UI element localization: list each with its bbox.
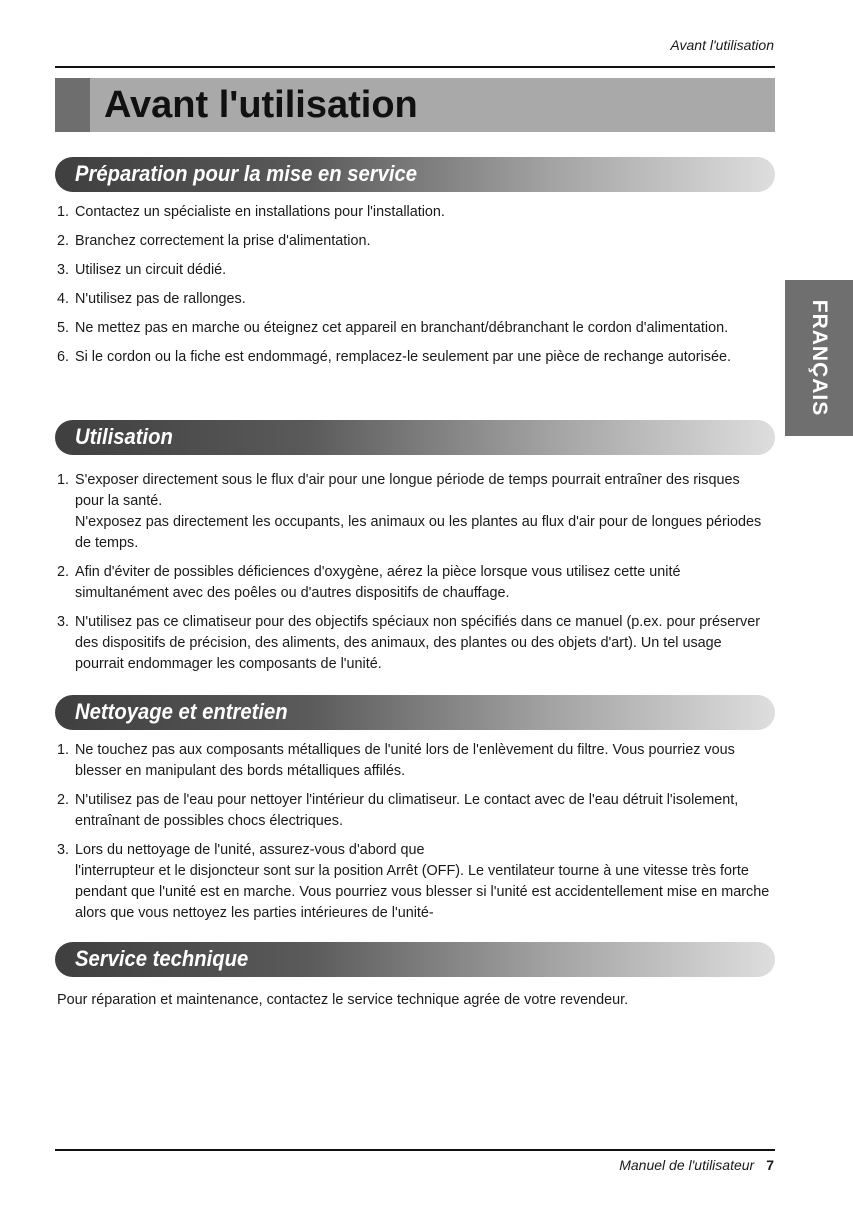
item-text: N'utilisez pas ce climatiseur pour des objectifs spéciaux non spécifiés dans ce manuel (p.ex. pour préserver des dispositifs de précision, des aliments, des animaux, des plantes ou des objets d'art). Un tel usage pourrait endommager les composants de l'unité. xyxy=(75,614,761,672)
list-item xyxy=(57,318,772,339)
list-item xyxy=(57,840,772,924)
service-text: Pour réparation et maintenance, contactez le service technique agrée de votre revendeur. xyxy=(57,992,629,1008)
title-accent-block xyxy=(55,78,90,132)
item-text: Afin d'éviter de possibles déficiences d'oxygène, aérez la pièce lorsque vous utilisez cette unité simultanément avec des poêles ou d'autres dispositifs de chauffage. xyxy=(75,564,681,601)
item-number: 1. xyxy=(57,204,70,220)
item-number: 3. xyxy=(57,614,70,630)
language-tab-label: FRANÇAIS xyxy=(808,299,831,417)
item-text: Ne mettez pas en marche ou éteignez cet appareil en branchant/débranchant le cordon d'alimentation. xyxy=(75,320,729,336)
section-heading-preparation xyxy=(55,157,775,192)
item-text: S'exposer directement sous le flux d'air pour une longue période de temps pourrait entraîner des risques pour la santé. xyxy=(75,472,740,509)
header-rule xyxy=(55,66,775,68)
item-text: Contactez un spécialiste en installations pour l'installation. xyxy=(75,204,445,220)
section-heading-service xyxy=(55,942,775,977)
list-item xyxy=(57,740,772,782)
item-text: Lors du nettoyage de l'unité, assurez-vous d'abord que xyxy=(75,842,425,858)
section-heading-label: Utilisation xyxy=(75,424,173,449)
list-item xyxy=(57,612,772,675)
item-number: 2. xyxy=(57,564,70,580)
section-heading-label: Préparation pour la mise en service xyxy=(75,161,417,186)
item-text: N'utilisez pas de rallonges. xyxy=(75,291,246,307)
page-footer xyxy=(619,1157,774,1173)
page-number: 7 xyxy=(766,1157,774,1173)
preparation-list xyxy=(57,202,772,376)
item-number: 5. xyxy=(57,320,70,336)
list-item xyxy=(57,470,772,554)
footer-rule xyxy=(55,1149,775,1151)
item-text: Ne touchez pas aux composants métalliques de l'unité lors de l'enlèvement du filtre. Vous pourriez vous blesser en manipulant des bords métalliques affilés. xyxy=(75,742,735,779)
item-number: 3. xyxy=(57,262,70,278)
running-header: Avant l'utilisation xyxy=(670,37,774,53)
cleaning-list xyxy=(57,740,772,932)
item-text: Branchez correctement la prise d'alimentation. xyxy=(75,233,371,249)
section-heading-cleaning xyxy=(55,695,775,730)
item-number: 6. xyxy=(57,349,70,365)
section-heading-label: Nettoyage et entretien xyxy=(75,699,288,724)
item-number: 3. xyxy=(57,842,70,858)
item-number: 4. xyxy=(57,291,70,307)
page-title: Avant l'utilisation xyxy=(104,84,418,126)
item-number: 1. xyxy=(57,742,70,758)
item-text: N'exposez pas directement les occupants, les animaux ou les plantes au flux d'air pour de longues périodes de temps. xyxy=(75,514,762,551)
item-number: 1. xyxy=(57,472,70,488)
language-tab xyxy=(785,280,853,436)
section-heading-label: Service technique xyxy=(75,946,249,971)
footer-label: Manuel de l'utilisateur xyxy=(619,1157,755,1173)
item-text: l'interrupteur et le disjoncteur sont sur la position Arrêt (OFF). Le ventilateur tourne à une vitesse très forte pendant que l'unité est en marche. Vous pourriez vous blesser si l'unité est accidentellement mise en marche alors que vous nettoyez les parties intérieures de l'unité- xyxy=(75,863,770,921)
item-text: Si le cordon ou la fiche est endommagé, remplacez-le seulement par une pièce de rechange autorisée. xyxy=(75,349,731,365)
utilisation-list xyxy=(57,470,772,683)
item-number: 2. xyxy=(57,792,70,808)
page-title-bar xyxy=(55,78,775,132)
item-text: N'utilisez pas de l'eau pour nettoyer l'intérieur du climatiseur. Le contact avec de l'eau détruit l'isolement, entraînant de possibles chocs électriques. xyxy=(75,792,739,829)
list-item xyxy=(57,347,772,368)
list-item xyxy=(57,202,772,223)
list-item xyxy=(57,562,772,604)
item-number: 2. xyxy=(57,233,70,249)
list-item xyxy=(57,231,772,252)
list-item xyxy=(57,260,772,281)
list-item xyxy=(57,289,772,310)
section-heading-utilisation xyxy=(55,420,775,455)
list-item xyxy=(57,790,772,832)
item-text: Utilisez un circuit dédié. xyxy=(75,262,227,278)
